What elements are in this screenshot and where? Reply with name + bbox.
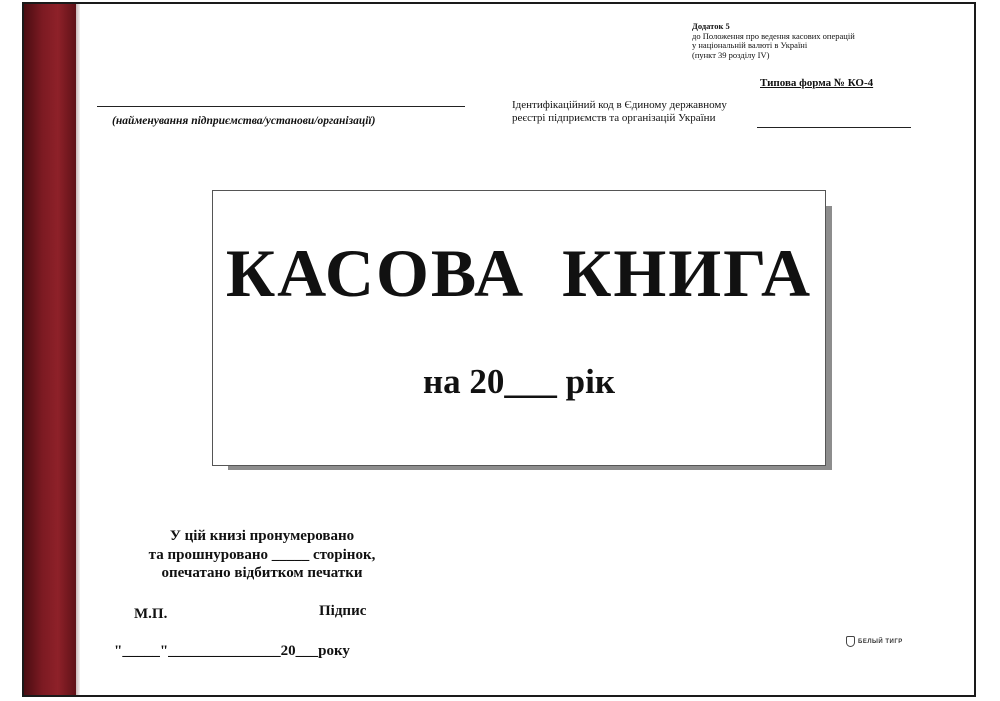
publisher-logo bbox=[846, 636, 903, 647]
certification-line-3: опечатано відбитком печатки bbox=[161, 565, 363, 581]
certification-line-1: У цій книзі пронумеровано bbox=[169, 528, 355, 544]
form-number: Типова форма № КО-4 bbox=[760, 77, 874, 89]
appendix-line-4: (пункт 39 розділу IV) bbox=[692, 49, 770, 60]
appendix-line-2: до Положення про ведення касових операцій bbox=[692, 30, 855, 41]
title-box bbox=[212, 190, 826, 466]
year-line: на 20___ рік bbox=[422, 362, 616, 401]
id-code-label-line-2: реєстрі підприємств та організацій України bbox=[512, 112, 716, 124]
appendix-note bbox=[692, 22, 855, 60]
appendix-line-1: Додаток 5 bbox=[692, 21, 730, 31]
date-line: "_____"_______________20___року bbox=[114, 643, 350, 659]
organization-name-line bbox=[97, 106, 465, 107]
spine-edge bbox=[76, 4, 80, 695]
page-title: КАСОВА КНИГА bbox=[225, 235, 813, 311]
publisher-logo-text: БЕЛЫЙ ТИГР bbox=[858, 638, 903, 645]
appendix-line-3: у національній валюті в Україні bbox=[692, 40, 808, 50]
certification-text bbox=[92, 527, 432, 583]
id-code-line bbox=[757, 127, 911, 128]
tiger-icon bbox=[846, 636, 855, 647]
organization-label: (найменування підприємства/установи/організації) bbox=[112, 115, 376, 127]
id-code-label-line-1: Ідентифікаційний код в Єдиному державному bbox=[512, 99, 727, 111]
stamp-label: М.П. bbox=[134, 606, 168, 622]
certification-line-2: та прошнуровано _____ сторінок, bbox=[148, 546, 376, 563]
book-spine bbox=[24, 4, 76, 695]
signature-label: Підпис bbox=[319, 603, 367, 619]
id-code-label bbox=[512, 99, 727, 125]
